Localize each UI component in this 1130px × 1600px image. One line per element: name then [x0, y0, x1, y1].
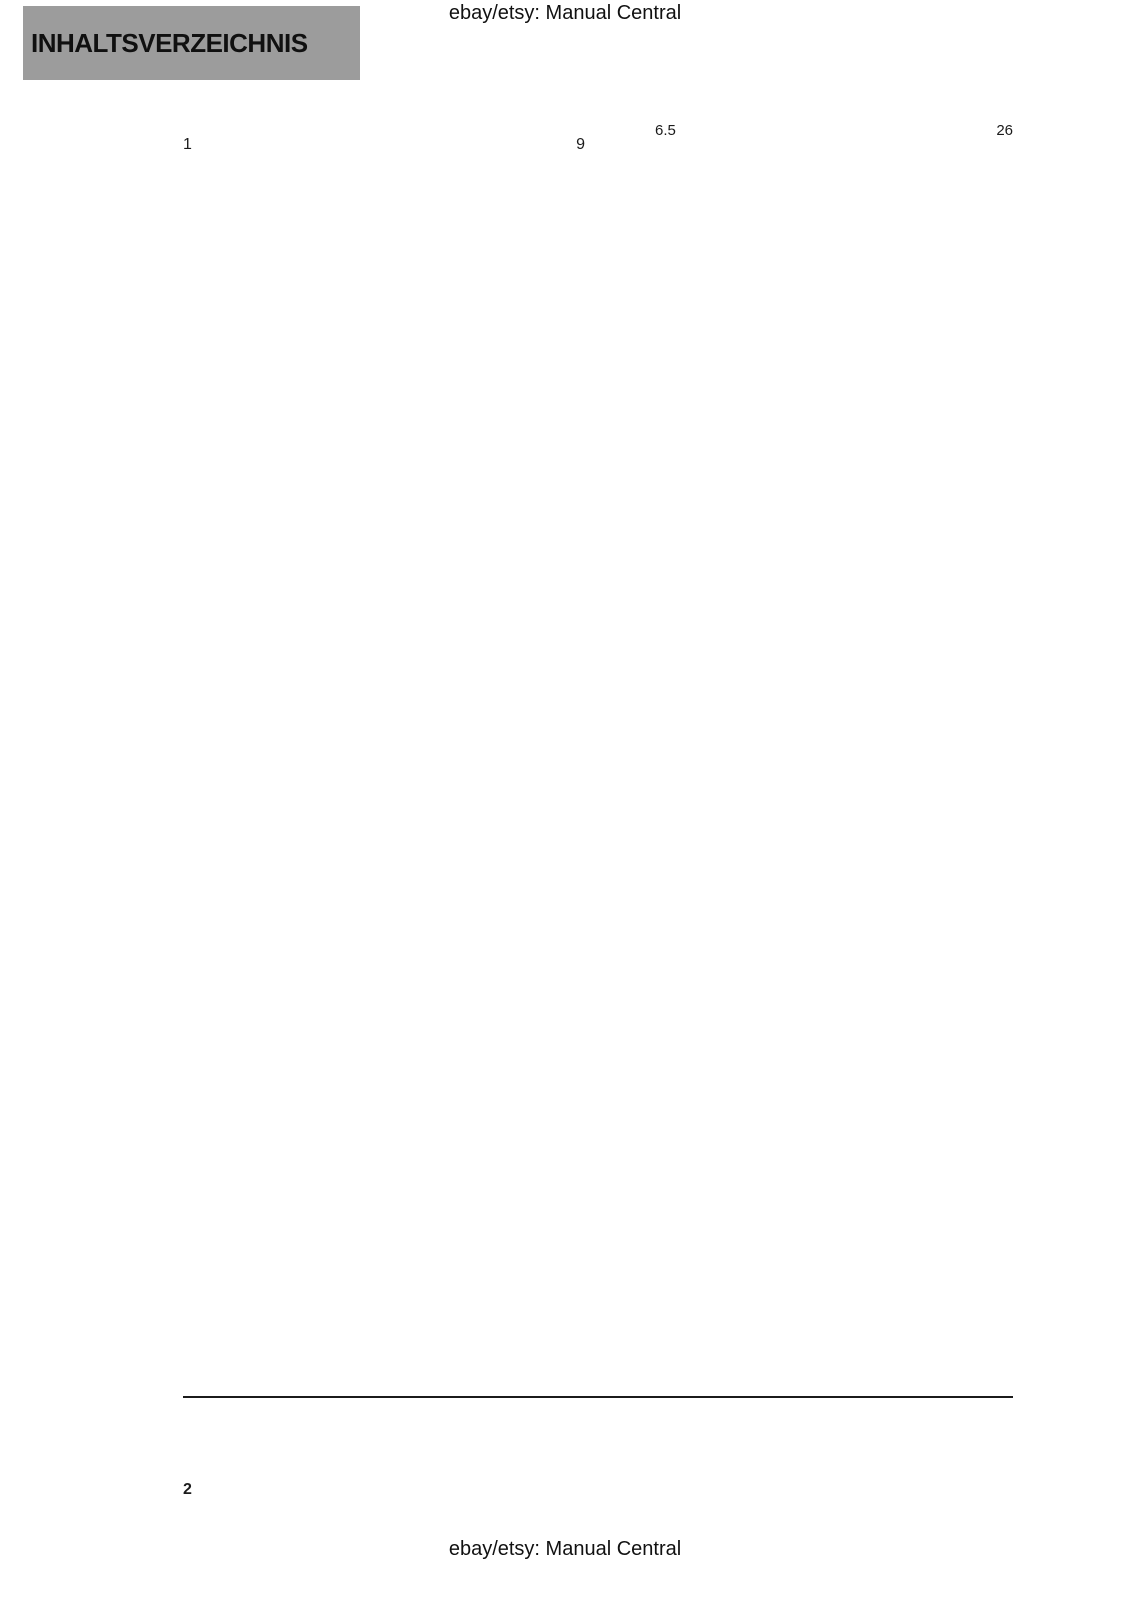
table-of-contents — [183, 120, 1013, 1600]
toc-entry-page: 9 — [551, 134, 585, 1600]
toc-chapter-row — [183, 134, 585, 1600]
toc-right-column — [617, 120, 1013, 1600]
site-label-top: ebay/etsy: Manual Central — [448, 2, 682, 24]
site-label-bottom: ebay/etsy: Manual Central — [448, 1538, 682, 1560]
toc-entry-page: 26 — [979, 120, 1013, 1600]
page-number: 2 — [183, 1481, 192, 1498]
toc-left-column — [183, 120, 585, 1600]
toc-entry-number: 6.5 — [655, 122, 676, 139]
toc-entry-number: 1 — [183, 136, 192, 153]
page-heading: INHALTSVERZEICHNIS — [31, 27, 308, 58]
toc-entry-row — [617, 120, 1013, 1600]
footer-rule — [183, 1396, 1013, 1398]
